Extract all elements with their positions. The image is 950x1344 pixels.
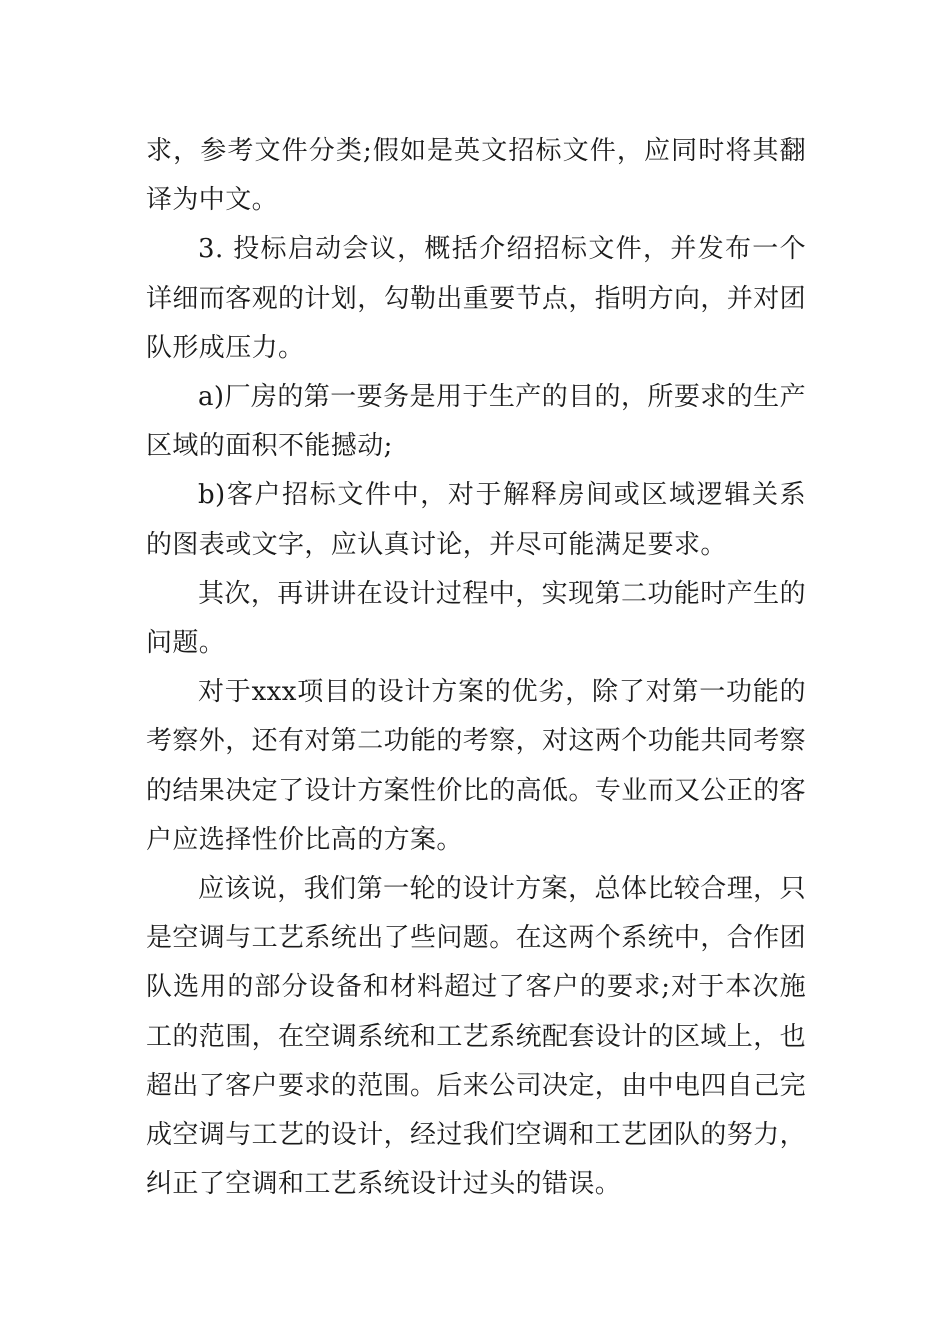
document-body: [146, 127, 806, 1209]
paragraph-second-function: 其次，再讲讲在设计过程中，实现第二功能时产生的问题。: [146, 578, 806, 659]
paragraph-design-evaluation: 对于xxx项目的设计方案的优劣，除了对第一功能的考察外，还有对第二功能的考察，对这两个功能共同考察的结果决定了设计方案性价比的高低。专业而又公正的客户应选择性价比高的方案。: [146, 677, 807, 855]
paragraph-item-b: b)客户招标文件中，对于解释房间或区域逻辑关系的图表或文字，应认真讨论，并尽可能满足要求。: [146, 480, 806, 560]
paragraph-continuation: 求，参考文件分类;假如是英文招标文件，应同时将其翻译为中文。: [146, 136, 806, 216]
paragraph-kickoff-meeting: 3. 投标启动会议，概括介绍招标文件，并发布一个详细而客观的计划，勾勒出重要节点，指明方向，并对团队形成压力。: [146, 234, 807, 363]
paragraph-hvac-process: 应该说，我们第一轮的设计方案，总体比较合理，只是空调与工艺系统出了些问题。在这两个系统中，合作团队选用的部分设备和材料超过了客户的要求;对于本次施工的范围，在空调系统和工艺系统配套设计的区域上，也超出了客户要求的范围。后来公司决定，由中电四自己完成空调与工艺的设计，经过我们空调和工艺团队的努力，纠正了空调和工艺系统设计过头的错误。: [146, 874, 807, 1200]
paragraph-item-a: a)厂房的第一要务是用于生产的目的，所要求的生产区域的面积不能撼动;: [146, 382, 806, 462]
